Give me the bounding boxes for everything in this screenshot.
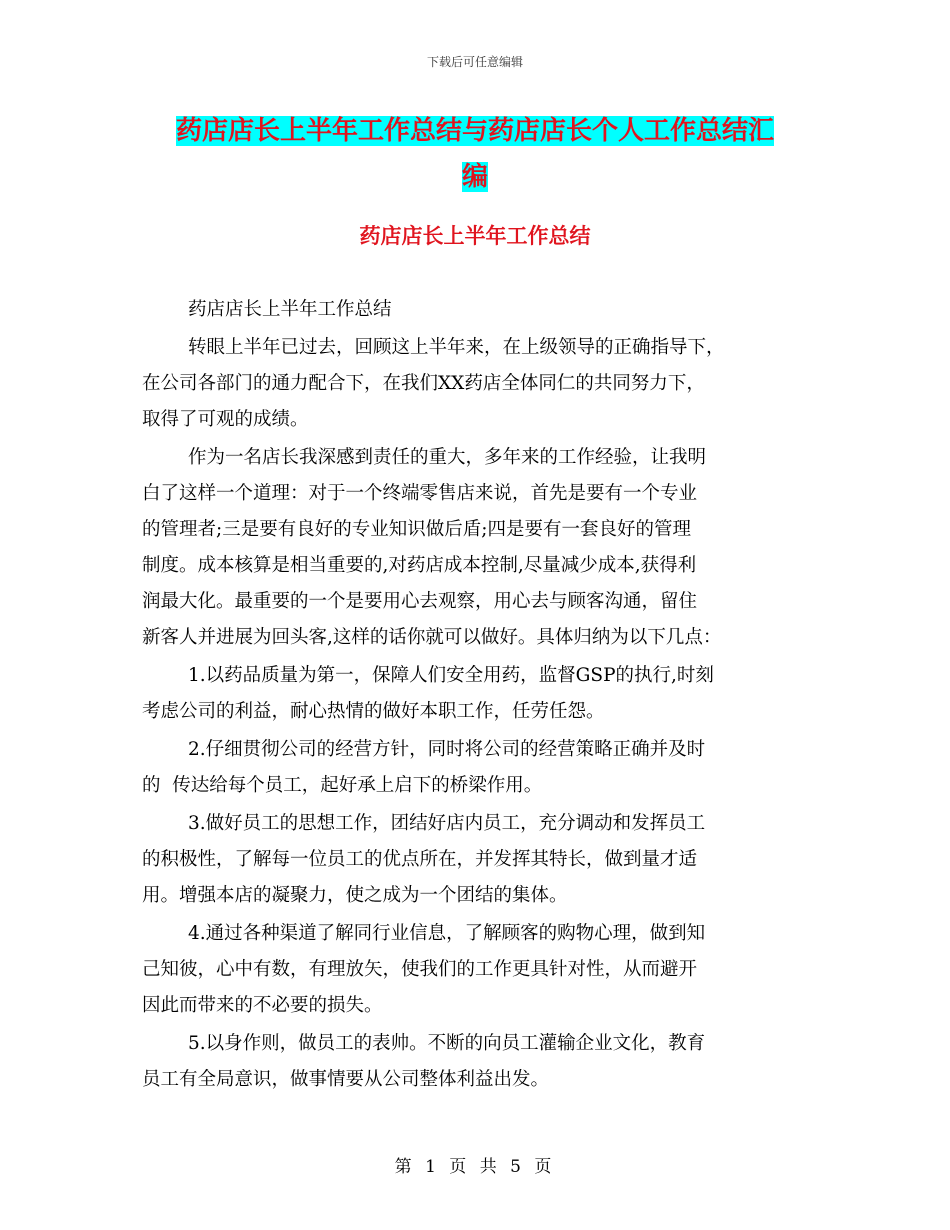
paragraph-line: 在公司各部门的通力配合下，在我们XX药店全体同仁的共同努力下， xyxy=(142,373,705,394)
paragraph-heading: 药店店长上半年工作总结 xyxy=(188,299,392,320)
list-item-line: 考虑公司的利益，耐心热情的做好本职工作，任劳任怨。 xyxy=(142,701,605,722)
document-title xyxy=(140,108,810,200)
list-item-line: 因此而带来的不必要的损失。 xyxy=(142,995,383,1016)
paragraph-line: 作为一名店长我深感到责任的重大，多年来的工作经验，让我明 xyxy=(188,447,707,468)
list-item-line: 1.以药品质量为第一，保障人们安全用药，监督GSP的执行,时刻 xyxy=(188,665,714,686)
paragraph-line: 新客人并进展为回头客,这样的话你就可以做好。具体归纳为以下几点： xyxy=(142,627,722,648)
list-item-line: 的 传达给每个员工，起好承上启下的桥梁作用。 xyxy=(142,775,543,796)
list-item-line: 4.通过各种渠道了解同行业信息，了解顾客的购物心理，做到知 xyxy=(188,923,706,944)
header-note: 下载后可任意编辑 xyxy=(426,55,523,69)
paragraph-line: 白了这样一个道理：对于一个终端零售店来说，首先是要有一个专业 xyxy=(142,483,698,504)
paragraph-line: 润最大化。最重要的一个是要用心去观察，用心去与顾客沟通，留住 xyxy=(142,591,698,612)
list-item-line: 员工有全局意识，做事情要从公司整体利益出发。 xyxy=(142,1069,550,1090)
list-item-line: 5.以身作则，做员工的表帅。不断的向员工灌输企业文化，教育 xyxy=(188,1033,706,1054)
paragraph-line: 制度。成本核算是相当重要的,对药店成本控制,尽量减少成本,获得利 xyxy=(142,555,697,576)
document-title-line-2: 编 xyxy=(461,162,488,192)
page-footer: 第 1 页 共 5 页 xyxy=(394,1157,556,1177)
list-item-line: 己知彼，心中有数，有理放矢，使我们的工作更具针对性，从而避开 xyxy=(142,959,698,980)
list-item-line: 2.仔细贯彻公司的经营方针，同时将公司的经营策略正确并及时 xyxy=(188,739,706,760)
document-title-line-1: 药店店长上半年工作总结与药店店长个人工作总结汇 xyxy=(175,116,774,146)
document-body xyxy=(142,292,806,1098)
list-item-line: 3.做好员工的思想工作，团结好店内员工，充分调动和发挥员工 xyxy=(188,813,706,834)
section-title: 药店店长上半年工作总结 xyxy=(359,224,591,248)
list-item-line: 用。增强本店的凝聚力，使之成为一个团结的集体。 xyxy=(142,885,568,906)
paragraph-line: 的管理者;三是要有良好的专业知识做后盾;四是要有一套良好的管理 xyxy=(142,519,691,540)
paragraph-line: 取得了可观的成绩。 xyxy=(142,409,309,430)
paragraph-line: 转眼上半年已过去，回顾这上半年来，在上级领导的正确指导下， xyxy=(188,337,725,358)
list-item-line: 的积极性，了解每一位员工的优点所在，并发挥其特长，做到量才适 xyxy=(142,849,698,870)
